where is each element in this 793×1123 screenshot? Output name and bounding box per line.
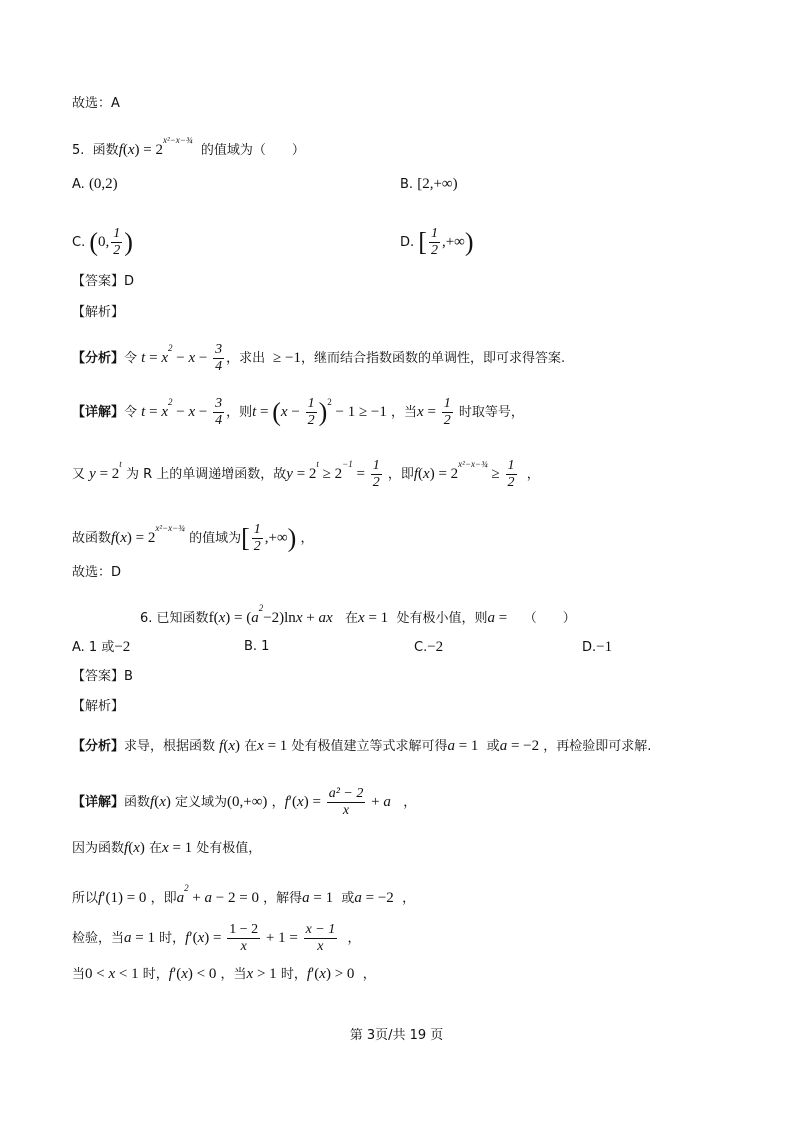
detail-line: 【详解】函数f(x) 定义域为(0,+∞) ，f′(x) = $\frac{\text{a² − 2}}{x}$ + a ， bbox=[72, 786, 417, 818]
formula: (0,2) bbox=[88, 176, 118, 192]
option-c: C. (0, $\frac{1}{2}$ ) bbox=[72, 226, 133, 258]
text: 的值域为（ ） bbox=[200, 143, 305, 158]
option-d: D. [ $\frac{1}{2}$ ,+∞) bbox=[400, 226, 474, 258]
formula: [2,+∞) bbox=[417, 176, 458, 192]
question-6: 6. 已知函数$f(x) = (a^2-2)\ln x$ + ax 在x = 1 处有极小值，则a = （ ） bbox=[140, 603, 576, 626]
analysis-tag: 【解析】 bbox=[72, 699, 125, 714]
option-d: D.−1 bbox=[582, 639, 613, 655]
text-line: 故选：D bbox=[72, 565, 122, 580]
analysis-line: 【分析】令 $t = x^2 - x$ − $\frac{3}{4}$ ，求出 ≥ −1，继而结合指数函数的单调性，即可求得答案. bbox=[72, 342, 566, 374]
text-line: 故选：A bbox=[72, 96, 120, 111]
option-a: A. 1 或−2 bbox=[72, 639, 131, 655]
detail-line-2: 因为函数f(x) 在x = 1 处有极值， bbox=[72, 840, 262, 856]
question-number: 5. bbox=[72, 143, 85, 158]
answer-tag: 【答案】B bbox=[72, 669, 133, 684]
answer-tag: 【答案】D bbox=[72, 274, 135, 289]
analysis-line: 【分析】求导，根据函数 f(x) 在x = 1 处有极值建立等式求解可得a = 1 或a = −2 ，再检验即可求解. bbox=[72, 738, 652, 754]
page-footer: 第 3页/共 19 页 bbox=[349, 1028, 444, 1043]
conclusion-line: 故函数$f(x) = 2^{x^2-x-\frac{3}{4}}$ 的值域为[ $\frac{1}{2}$ ,+∞) ， bbox=[72, 522, 314, 554]
detail-line: 【详解】令 $t = x^2 - x$ − $\frac{3}{4}$ ，则t = (x − $\frac{1}{2}$ )$^2$ − 1 ≥ −1 ，当x = $\frac{1}{2}$ 时取等号， bbox=[72, 396, 524, 428]
option-b: B. [2,+∞) bbox=[400, 176, 458, 192]
option-c: C.−2 bbox=[414, 639, 444, 655]
option-a: A. (0,2) bbox=[72, 176, 118, 192]
text: 函数 bbox=[92, 143, 119, 158]
question-5 bbox=[72, 130, 305, 161]
detail-line-3: 所以f′(1) = 0 ，即$a^2 + a - 2 = 0$ ，解得a = 1 或a = −2 ， bbox=[72, 883, 416, 906]
detail-line-5: 当0 < x < 1 时，f′(x) < 0 ，当x > 1 时，f′(x) > 0 ， bbox=[72, 966, 376, 982]
detail-line-2: 又 $y = 2^t$ 为 R 上的单调递增函数，故$y = 2^t \ge 2^{-1}$ = $\frac{1}{2}$ ，即$f(x) = 2^{x^2-x-\frac{3}{4}}$ ≥ $\frac{1}{2}$ ， bbox=[72, 458, 540, 490]
formula: $f(x) = 2^{x^2-x-\frac{3}{4}}$ bbox=[118, 135, 193, 158]
option-b: B. 1 bbox=[244, 639, 270, 654]
detail-line-4: 检验，当a = 1 时，f′(x) = $\frac{1 - 2}{x}$ + 1 = $\frac{x - 1}{x}$ ， bbox=[72, 922, 361, 954]
analysis-tag: 【解析】 bbox=[72, 305, 125, 320]
